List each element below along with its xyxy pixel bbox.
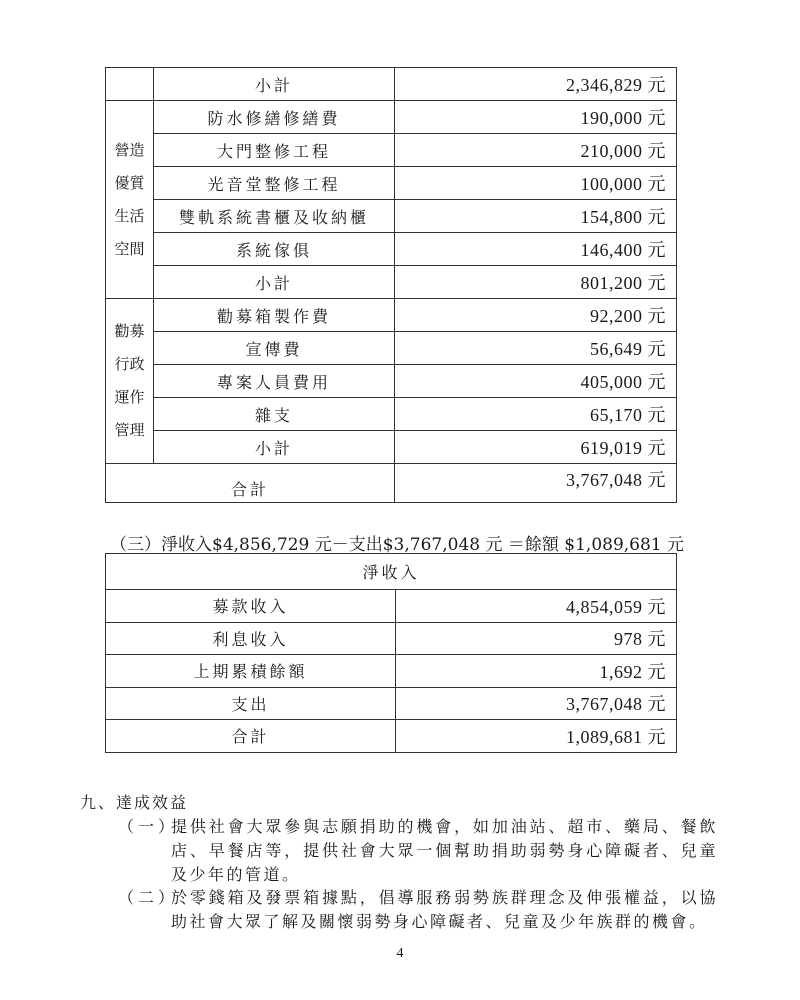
page-number: 4 [396,946,404,961]
table-row [106,134,677,167]
table-row [106,200,677,233]
item-label: 募款收入 [106,590,396,623]
item-text: 提供社會大眾參與志願捐助的機會，如加油站、超市、藥局、餐飲店、早餐店等，提供社會大眾一個幫助捐助弱勢身心障礙者、兒童及少年的管道。 [171,817,718,884]
item-marker: （一） [118,817,179,836]
item-amount: 56,649 元 [395,332,677,365]
table-row [106,365,677,398]
category-text: 勸募 [114,322,145,340]
expense-table [105,67,677,503]
subtotal-label: 小計 [154,431,395,464]
table-header-row [106,554,677,590]
category-text: 空間 [114,239,145,258]
table-row [106,266,677,299]
table-row [106,332,677,365]
item-label: 利息收入 [106,622,396,655]
item-label: 雜支 [154,398,395,431]
net-income-table [105,553,677,753]
item-label: 大門整修工程 [154,134,395,167]
item-marker: （二） [118,888,179,907]
category-cell [106,68,154,101]
category-text: 營造 [114,140,145,159]
table-row [106,299,677,332]
item-label: 防水修繕修繕費 [154,101,395,134]
subtotal-amount: 801,200 元 [395,266,677,299]
total-row [106,464,677,503]
item-label: 雙軌系統書櫃及收納櫃 [154,200,395,233]
total-label: 合計 [106,464,395,503]
table-row [106,655,677,688]
item-amount: 154,800 元 [395,200,677,233]
category-text: 行政 [114,355,145,373]
item-amount: 1,692 元 [396,655,677,688]
benefit-item [118,886,718,934]
item-label: 專案人員費用 [154,365,395,398]
item-amount: 978 元 [396,622,677,655]
category-text: 優質 [114,173,145,192]
table-row [106,687,677,720]
table-row [106,233,677,266]
total-row [106,720,677,753]
item-label: 光音堂整修工程 [154,167,395,200]
total-label: 合計 [106,720,396,753]
item-amount: 190,000 元 [395,101,677,134]
item-amount: 3,767,048 元 [396,687,677,720]
category-cell [106,101,154,299]
net-income-header: 淨收入 [106,554,677,590]
item-label: 小計 [154,68,395,101]
item-label: 宣傳費 [154,332,395,365]
category-text: 管理 [114,421,145,439]
item-label: 上期累積餘額 [106,655,396,688]
item-amount: 2,346,829 元 [395,68,677,101]
item-amount: 65,170 元 [395,398,677,431]
item-amount: 405,000 元 [395,365,677,398]
item-amount: 100,000 元 [395,167,677,200]
subtotal-label: 小計 [154,266,395,299]
total-amount: 1,089,681 元 [396,720,677,753]
item-amount: 92,200 元 [395,299,677,332]
item-label: 支出 [106,687,396,720]
net-balance-caption: （三）淨收入$4,856,729 元－支出$3,767,048 元 ＝餘額 $1,089,681 元 [110,535,685,555]
table-row [106,590,677,623]
benefit-item [118,815,718,887]
table-row [106,68,677,101]
item-text: 於零錢箱及發票箱據點，倡導服務弱勢族群理念及伸張權益，以協助社會大眾了解及關懷弱勢身心障礙者、兒童及少年族群的機會。 [171,888,718,931]
item-amount: 4,854,059 元 [396,590,677,623]
section-title: 九、達成效益 [80,793,189,812]
table-row [106,101,677,134]
category-text: 運作 [114,388,145,406]
item-label: 系統傢俱 [154,233,395,266]
table-row [106,167,677,200]
total-amount: 3,767,048 元 [395,464,677,503]
item-label: 勸募箱製作費 [154,299,395,332]
category-text: 生活 [114,206,145,225]
item-amount: 146,400 元 [395,233,677,266]
table-row [106,431,677,464]
category-cell [106,299,154,464]
subtotal-amount: 619,019 元 [395,431,677,464]
table-row [106,398,677,431]
table-row [106,622,677,655]
item-amount: 210,000 元 [395,134,677,167]
